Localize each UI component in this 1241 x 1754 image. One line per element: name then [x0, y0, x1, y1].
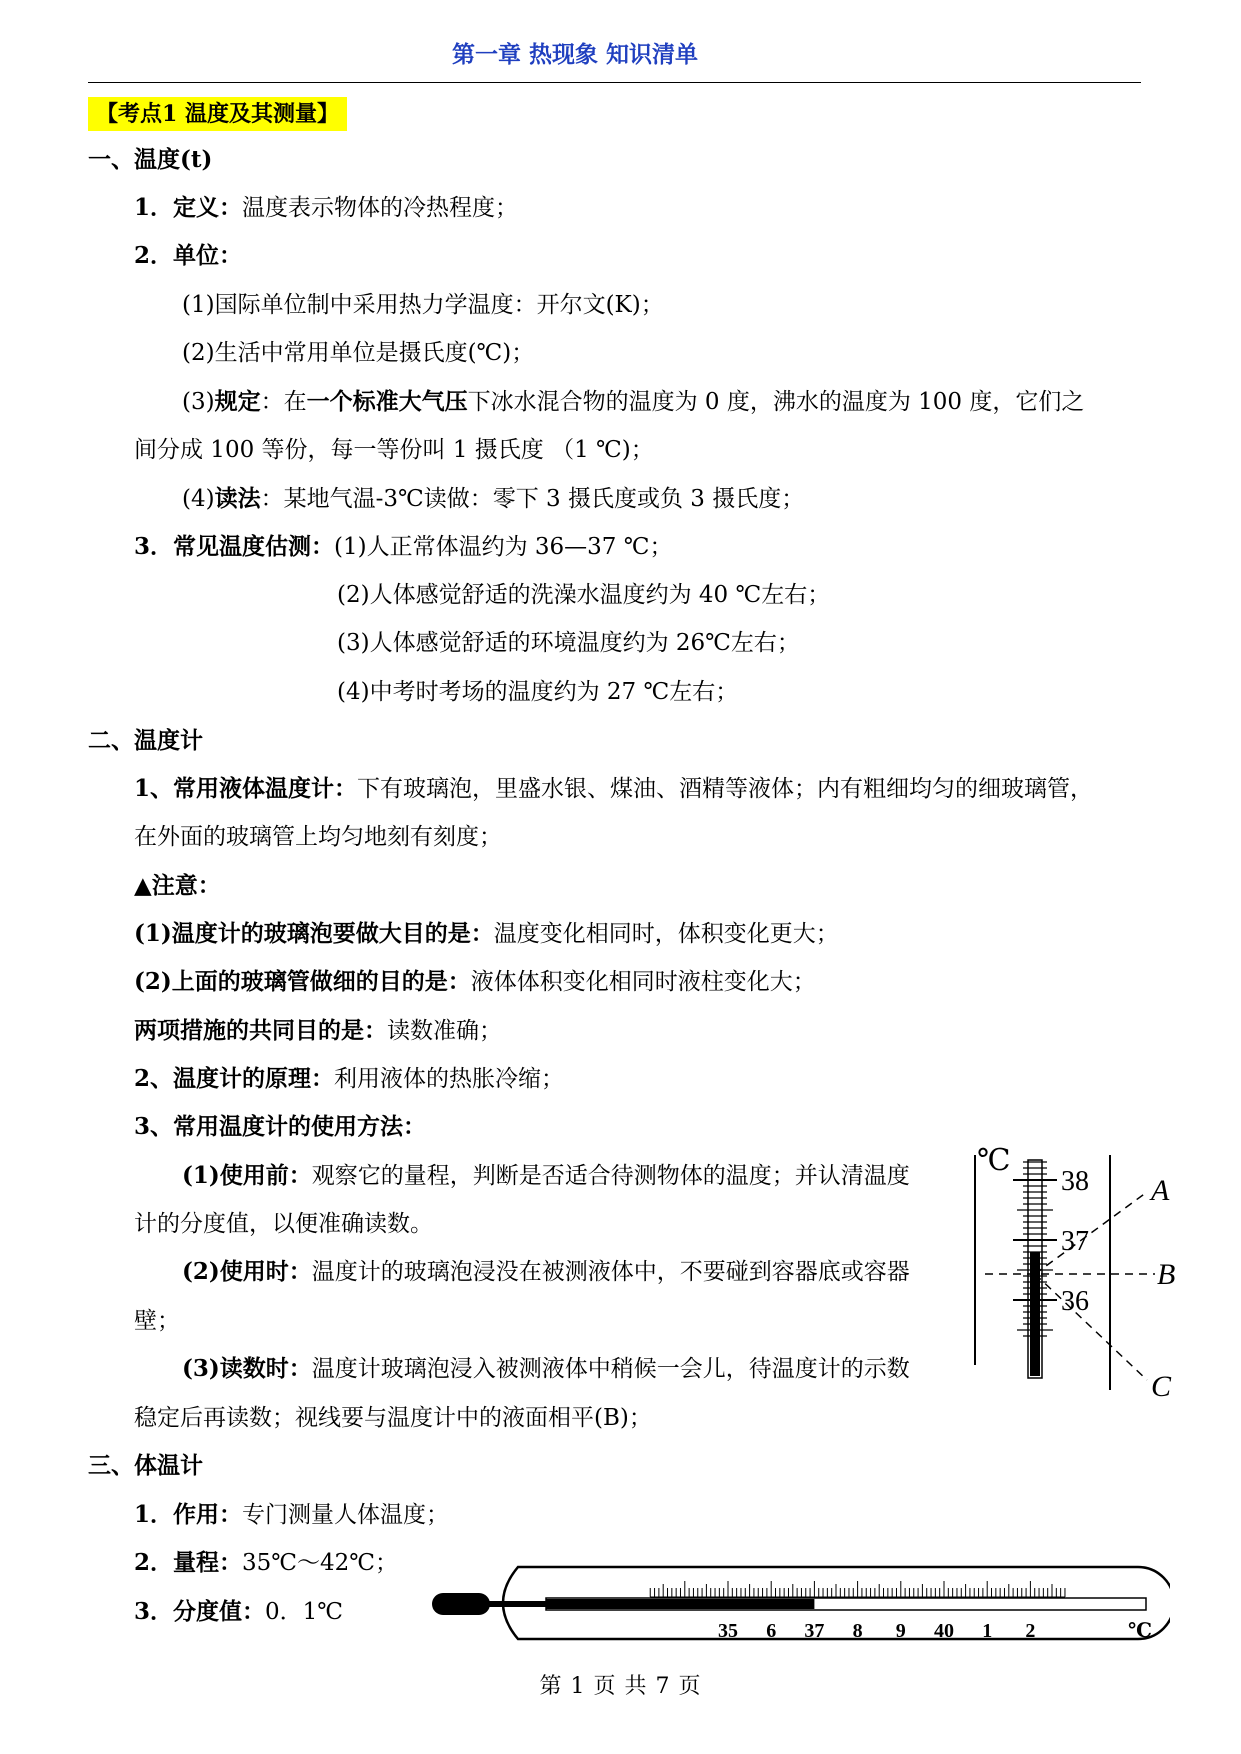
liquid-thermometer-line2: 在外面的玻璃管上均匀地刻有刻度；	[134, 824, 502, 850]
section-tag: 【考点1 温度及其测量】	[88, 97, 347, 131]
section-heading-clinical-thermometer: 三、体温计	[88, 1452, 203, 1479]
note-1-label: (1)温度计的玻璃泡要做大目的是：	[134, 920, 494, 947]
usage-3-label: (3)读数时：	[182, 1355, 312, 1382]
clinical-thermometer-figure	[428, 1555, 1170, 1655]
scale-label: 1	[982, 1620, 993, 1642]
unit-item-4	[182, 484, 804, 514]
page-footer: 第 1 页 共 7 页	[539, 1674, 702, 1699]
unit-item-4-rest: ：某地气温-3℃读做：零下 3 摄氏度或负 3 摄氏度；	[260, 486, 805, 512]
page-header-title: 第一章 热现象 知识清单	[451, 41, 698, 68]
estimate-4: (4)中考时考场的温度约为 27 ℃左右；	[337, 679, 739, 705]
unit-item-3-label: 规定	[214, 388, 261, 415]
unit-item-2: (2)生活中常用单位是摄氏度(℃)；	[182, 340, 535, 366]
estimate-1: (1)人正常体温约为 36—37 ℃；	[334, 534, 673, 560]
liquid-thermometer-line	[134, 774, 1093, 804]
sight-line-a	[1035, 1192, 1147, 1274]
range-line	[134, 1548, 398, 1578]
liquid-thermometer-text: 下有玻璃泡，里盛水银、煤油、酒精等液体；内有粗细均匀的细玻璃管，	[357, 776, 1094, 802]
note-3-label: 两项措施的共同目的是：	[134, 1017, 387, 1044]
usage-2-line2: 壁；	[134, 1308, 180, 1334]
thermometer-reading-figure	[965, 1140, 1195, 1400]
principle-text: 利用液体的热胀冷缩；	[334, 1066, 565, 1092]
definition-label: 1．定义：	[134, 194, 243, 221]
header-divider	[88, 82, 1141, 83]
usage-3-text: 温度计玻璃泡浸入被测液体中稍候一会儿，待温度计的示数	[311, 1356, 910, 1382]
range-label: 2．量程：	[134, 1549, 243, 1576]
unit-item-4-label: 读法	[214, 485, 261, 512]
scale-label: 8	[852, 1620, 863, 1642]
estimate-3: (3)人体感觉舒适的环境温度约为 26℃左右；	[337, 630, 800, 656]
function-label: 1．作用：	[134, 1501, 243, 1528]
figure-unit-label: ℃	[977, 1144, 1011, 1177]
unit-item-3-rest: 下冰水混合物的温度为 0 度，沸水的温度为 100 度，它们之	[467, 389, 1085, 415]
unit-item-4-prefix: (4)	[182, 486, 215, 512]
estimate-label: 3．常见温度估测：	[134, 533, 335, 560]
note-2-text: 液体体积变化相同时液柱变化大；	[470, 969, 816, 995]
note-2-label: (2)上面的玻璃管做细的目的是：	[134, 968, 471, 995]
tick-labels	[1061, 1166, 1089, 1317]
usage-1-line2: 计的分度值，以便准确读数。	[134, 1211, 433, 1237]
division-line	[134, 1597, 343, 1627]
note-label: ▲注意：	[134, 872, 221, 899]
tick-label: 38	[1061, 1166, 1089, 1197]
definition-line	[134, 193, 518, 223]
scale-unit-label: ℃	[1128, 1620, 1152, 1642]
unit-item-3-mid: ：在	[260, 389, 307, 415]
sight-line-c	[1035, 1274, 1147, 1380]
usage-3	[182, 1354, 910, 1384]
unit-item-3	[182, 387, 1084, 417]
mercury-column	[546, 1599, 814, 1609]
principle-line	[134, 1064, 564, 1094]
mercury-bulb	[432, 1593, 490, 1615]
section-heading-temperature: 一、温度(t)	[88, 146, 213, 173]
note-1	[134, 919, 839, 949]
liquid-thermometer-label: 1、常用液体温度计：	[134, 775, 358, 802]
unit-item-3-line2: 间分成 100 等份，每一等份叫 1 摄氏度 （1 ℃)；	[134, 437, 654, 463]
unit-item-3-prefix: (3)	[182, 389, 215, 415]
usage-2-text: 温度计的玻璃泡浸没在被测液体中，不要碰到容器底或容器	[311, 1259, 910, 1285]
scale-label: 2	[1025, 1620, 1036, 1642]
note-2	[134, 967, 816, 997]
definition-text: 温度表示物体的冷热程度；	[242, 195, 519, 221]
scale-label: 37	[804, 1620, 825, 1642]
unit-label: 2．单位：	[134, 242, 243, 269]
usage-2-label: (2)使用时：	[182, 1258, 312, 1285]
usage-3-line2: 稳定后再读数；视线要与温度计中的液面相平(B)；	[134, 1405, 652, 1431]
function-text: 专门测量人体温度；	[242, 1502, 450, 1528]
note-3	[134, 1016, 502, 1046]
sight-label-b: B	[1157, 1258, 1176, 1291]
usage-2	[182, 1257, 910, 1287]
note-1-text: 温度变化相同时，体积变化更大；	[493, 921, 839, 947]
estimate-2: (2)人体感觉舒适的洗澡水温度约为 40 ℃左右；	[337, 582, 831, 608]
principle-label: 2、温度计的原理：	[134, 1065, 335, 1092]
usage-label: 3、常用温度计的使用方法：	[134, 1113, 427, 1140]
sight-label-c: C	[1151, 1370, 1172, 1400]
section-heading-thermometer: 二、温度计	[88, 727, 203, 754]
unit-item-1: (1)国际单位制中采用热力学温度：开尔文(K)；	[182, 292, 664, 318]
division-label: 3．分度值：	[134, 1598, 266, 1625]
sight-label-a: A	[1151, 1174, 1170, 1207]
estimate-line-1	[134, 532, 672, 562]
usage-1-label: (1)使用前：	[182, 1162, 312, 1189]
unit-item-3-bold: 一个标准大气压	[306, 388, 468, 415]
usage-1-text: 观察它的量程，判断是否适合待测物体的温度；并认清温度	[311, 1163, 910, 1189]
note-3-text: 读数准确；	[387, 1018, 502, 1044]
division-text: 0．1℃	[265, 1599, 344, 1625]
scale-label: 40	[934, 1620, 954, 1642]
tick-label: 36	[1061, 1286, 1089, 1317]
scale-label: 35	[718, 1620, 738, 1642]
tick-label: 37	[1061, 1226, 1089, 1257]
usage-1	[182, 1161, 910, 1191]
function-line	[134, 1500, 449, 1530]
scale-label: 9	[895, 1620, 906, 1642]
range-text: 35℃～42℃；	[242, 1550, 399, 1576]
scale-label: 6	[766, 1620, 777, 1642]
